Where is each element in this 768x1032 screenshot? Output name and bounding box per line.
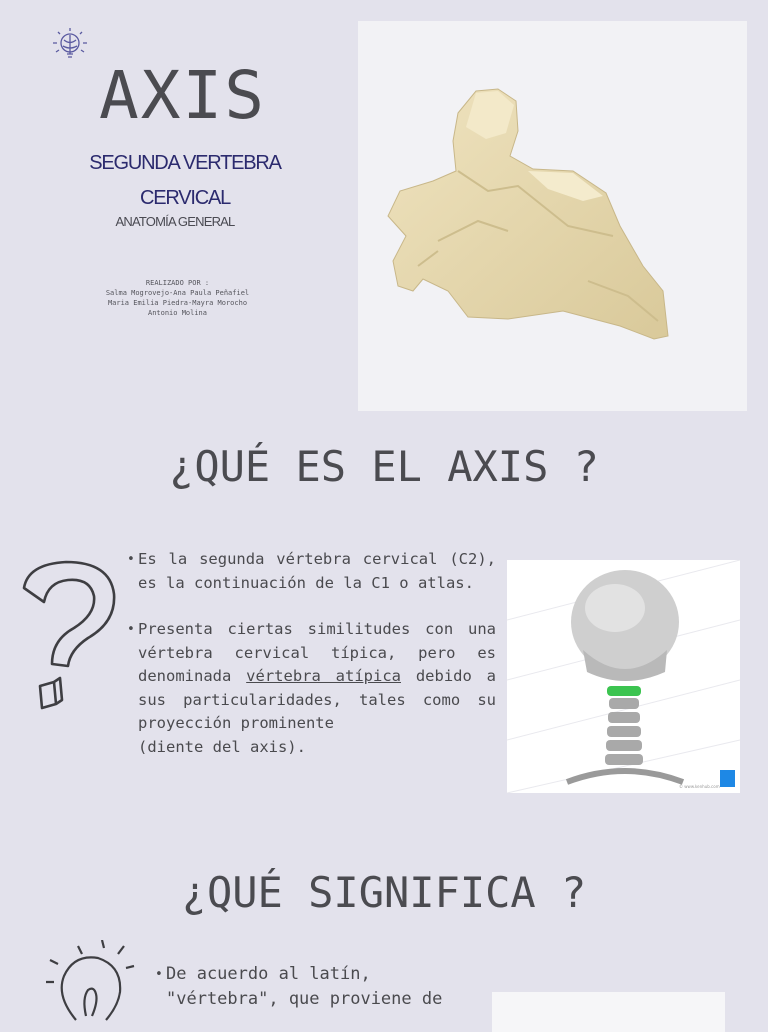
image-credit: © www.kenhub.com [679, 784, 720, 789]
cover-subtitle [70, 146, 300, 216]
light-bulb-icon [42, 940, 138, 1024]
cover-title: AXIS [99, 57, 266, 134]
bullet-text: De acuerdo al latín, [166, 964, 371, 984]
bullet-text: debido a sus particularidades, tales como su proyección prominente [138, 667, 497, 732]
authors-line-3: Antonio Molina [147, 309, 207, 317]
axis-vertebra-image [358, 21, 747, 411]
list-item [138, 618, 496, 759]
list-item [166, 962, 466, 1012]
brain-tree-logo-icon [50, 26, 90, 62]
skull-spine-illustration [507, 560, 740, 793]
course-name: ANATOMÍA GENERAL [115, 214, 235, 229]
meaning-image [492, 992, 725, 1032]
what-is-bullet-list [138, 548, 496, 782]
vertebra-illustration [358, 21, 747, 411]
skull-spine-image [507, 560, 740, 793]
section-heading-what-is: ¿QUÉ ES EL AXIS ? [169, 442, 599, 491]
atypical-vertebra-link[interactable]: vértebra atípica [246, 667, 401, 685]
list-item: • Es la segunda vértebra cervical (C2), es la continuación de la C1 o atlas. [138, 548, 496, 595]
credits-label: REALIZADO POR : [145, 279, 210, 287]
section-heading-meaning: ¿QUÉ SIGNIFICA ? [181, 868, 587, 917]
credits-block [70, 278, 285, 318]
subtitle-line-1: SEGUNDA VERTEBRA [89, 152, 281, 174]
subtitle-line-2: CERVICAL [139, 187, 231, 209]
meaning-bullet-list [166, 962, 466, 1012]
bullet-text: "vértebra", que proviene de [166, 989, 443, 1009]
authors-line-1: Salma Mogrovejo-Ana Paula Peñafiel [105, 289, 250, 297]
question-mark-icon [18, 558, 122, 718]
authors-line-2: Maria Emilia Piedra-Mayra Morocho [107, 299, 248, 307]
bullet-text: (diente del axis). [138, 737, 306, 756]
bullet-text: Presenta ciertas similitudes con una vértebra cervical típica, pero es denominada [138, 620, 496, 685]
